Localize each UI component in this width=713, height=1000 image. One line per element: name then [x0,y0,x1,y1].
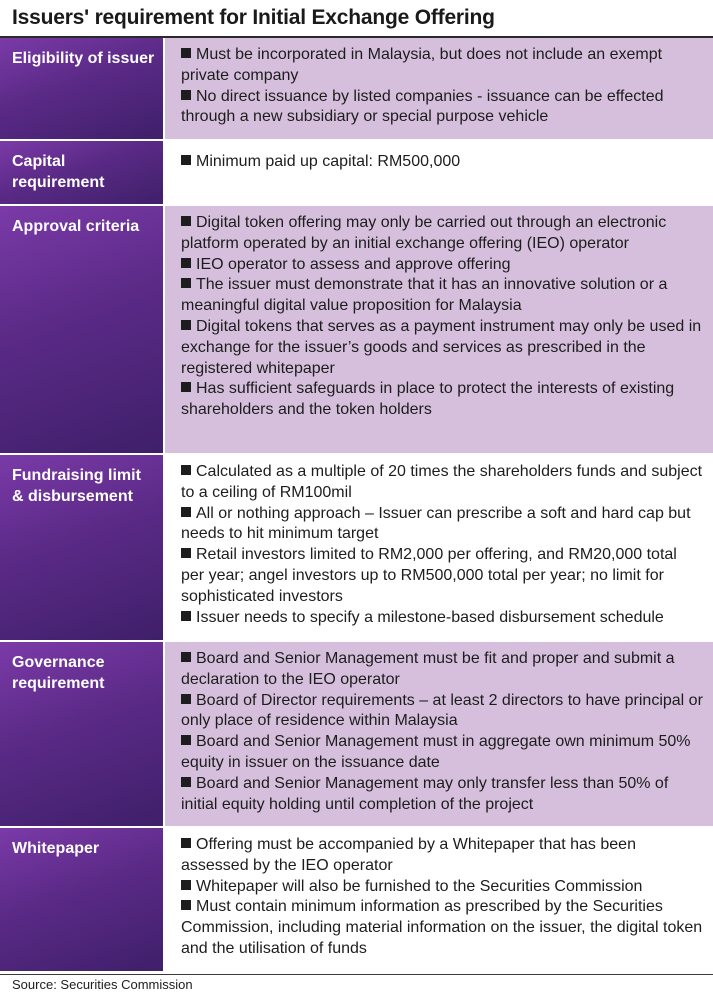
square-bullet-icon [181,611,191,621]
table-row-eligibility [0,38,713,141]
square-bullet-icon [181,278,191,288]
square-bullet-icon [181,382,191,392]
row-content [165,38,713,139]
bullet-item: All or nothing approach – Issuer can prescribe a soft and hard cap but needs to hit minimum target [181,504,691,543]
bullet-item: IEO operator to assess and approve offering [181,255,703,276]
square-bullet-icon [181,880,191,890]
row-label: Governance requirement [0,642,165,826]
requirements-table [0,38,713,973]
bullet-item: Issuer needs to specify a milestone-based disbursement schedule [181,608,703,629]
table-row-governance [0,642,713,828]
table-row-fundraising [0,455,713,642]
square-bullet-icon [181,465,191,475]
bullet-item: Board and Senior Management must be fit and proper and submit a declaration to the IEO operator [181,650,675,688]
source-credit: Source: Securities Commission [12,977,193,992]
square-bullet-icon [181,48,191,58]
row-label: Capital requirement [0,141,165,204]
bullet-item: Whitepaper will also be furnished to the Securities Commission [181,877,703,898]
row-label: Fundraising limit & disbursement [0,455,165,640]
bullet-item: Retail investors limited to RM2,000 per offering, and RM20,000 total per year; angel investors up to RM500,000 total per year; no limit for sophisticated investors [181,546,677,605]
square-bullet-icon [181,777,191,787]
bullet-item: Board of Director requirements – at least 2 directors to have principal or only place of residence within Malaysia [181,691,703,730]
bullet-item: Digital tokens that serves as a payment instrument may only be used in exchange for the issuer’s goods and services as prescribed in the registered whitepaper [181,317,702,377]
bullet-item: Minimum paid up capital: RM500,000 [181,152,703,173]
bullet-item: Has sufficient safeguards in place to protect the interests of existing shareholders and the token holders [181,380,675,419]
square-bullet-icon [181,155,191,165]
bullet-item: The issuer must demonstrate that it has an innovative solution or a meaningful digital value proposition for Malaysia [181,276,668,315]
row-label: Approval criteria [0,206,165,453]
square-bullet-icon [181,258,191,268]
square-bullet-icon [181,900,191,910]
square-bullet-icon [181,694,191,704]
square-bullet-icon [181,90,191,100]
table-row-approval [0,206,713,455]
row-content [165,642,713,826]
row-content [165,206,713,453]
bullet-item: Must be incorporated in Malaysia, but does not include an exempt private company [181,46,663,84]
bullet-item: Offering must be accompanied by a Whitepaper that has been assessed by the IEO operator [181,836,636,874]
bullet-item: Board and Senior Management may only transfer less than 50% of initial equity holding until completion of the project [181,774,669,813]
table-row-whitepaper [0,828,713,973]
row-content [165,141,713,204]
square-bullet-icon [181,652,191,662]
row-label: Whitepaper [0,828,165,971]
page-title: Issuers' requirement for Initial Exchange Offering [12,6,495,29]
square-bullet-icon [181,838,191,848]
source-divider [0,974,713,975]
square-bullet-icon [181,548,191,558]
row-content [165,828,713,971]
square-bullet-icon [181,735,191,745]
bullet-item: Calculated as a multiple of 20 times the shareholders funds and subject to a ceiling of RM100mil [181,463,703,501]
square-bullet-icon [181,216,191,226]
square-bullet-icon [181,320,191,330]
row-label: Eligibility of issuer [0,38,165,139]
table-row-capital [0,141,713,206]
row-content [165,455,713,640]
bullet-item: No direct issuance by listed companies - issuance can be effected through a new subsidiary or special purpose vehicle [181,87,664,126]
square-bullet-icon [181,507,191,517]
bullet-item: Board and Senior Management must in aggregate own minimum 50% equity in issuer on the issuance date [181,733,691,771]
bullet-item: Must contain minimum information as prescribed by the Securities Commission, including material information on the issuer, the digital token and the utilisation of funds [181,898,703,957]
bullet-item: Digital token offering may only be carried out through an electronic platform operated by an initial exchange offering (IEO) operator [181,214,667,252]
